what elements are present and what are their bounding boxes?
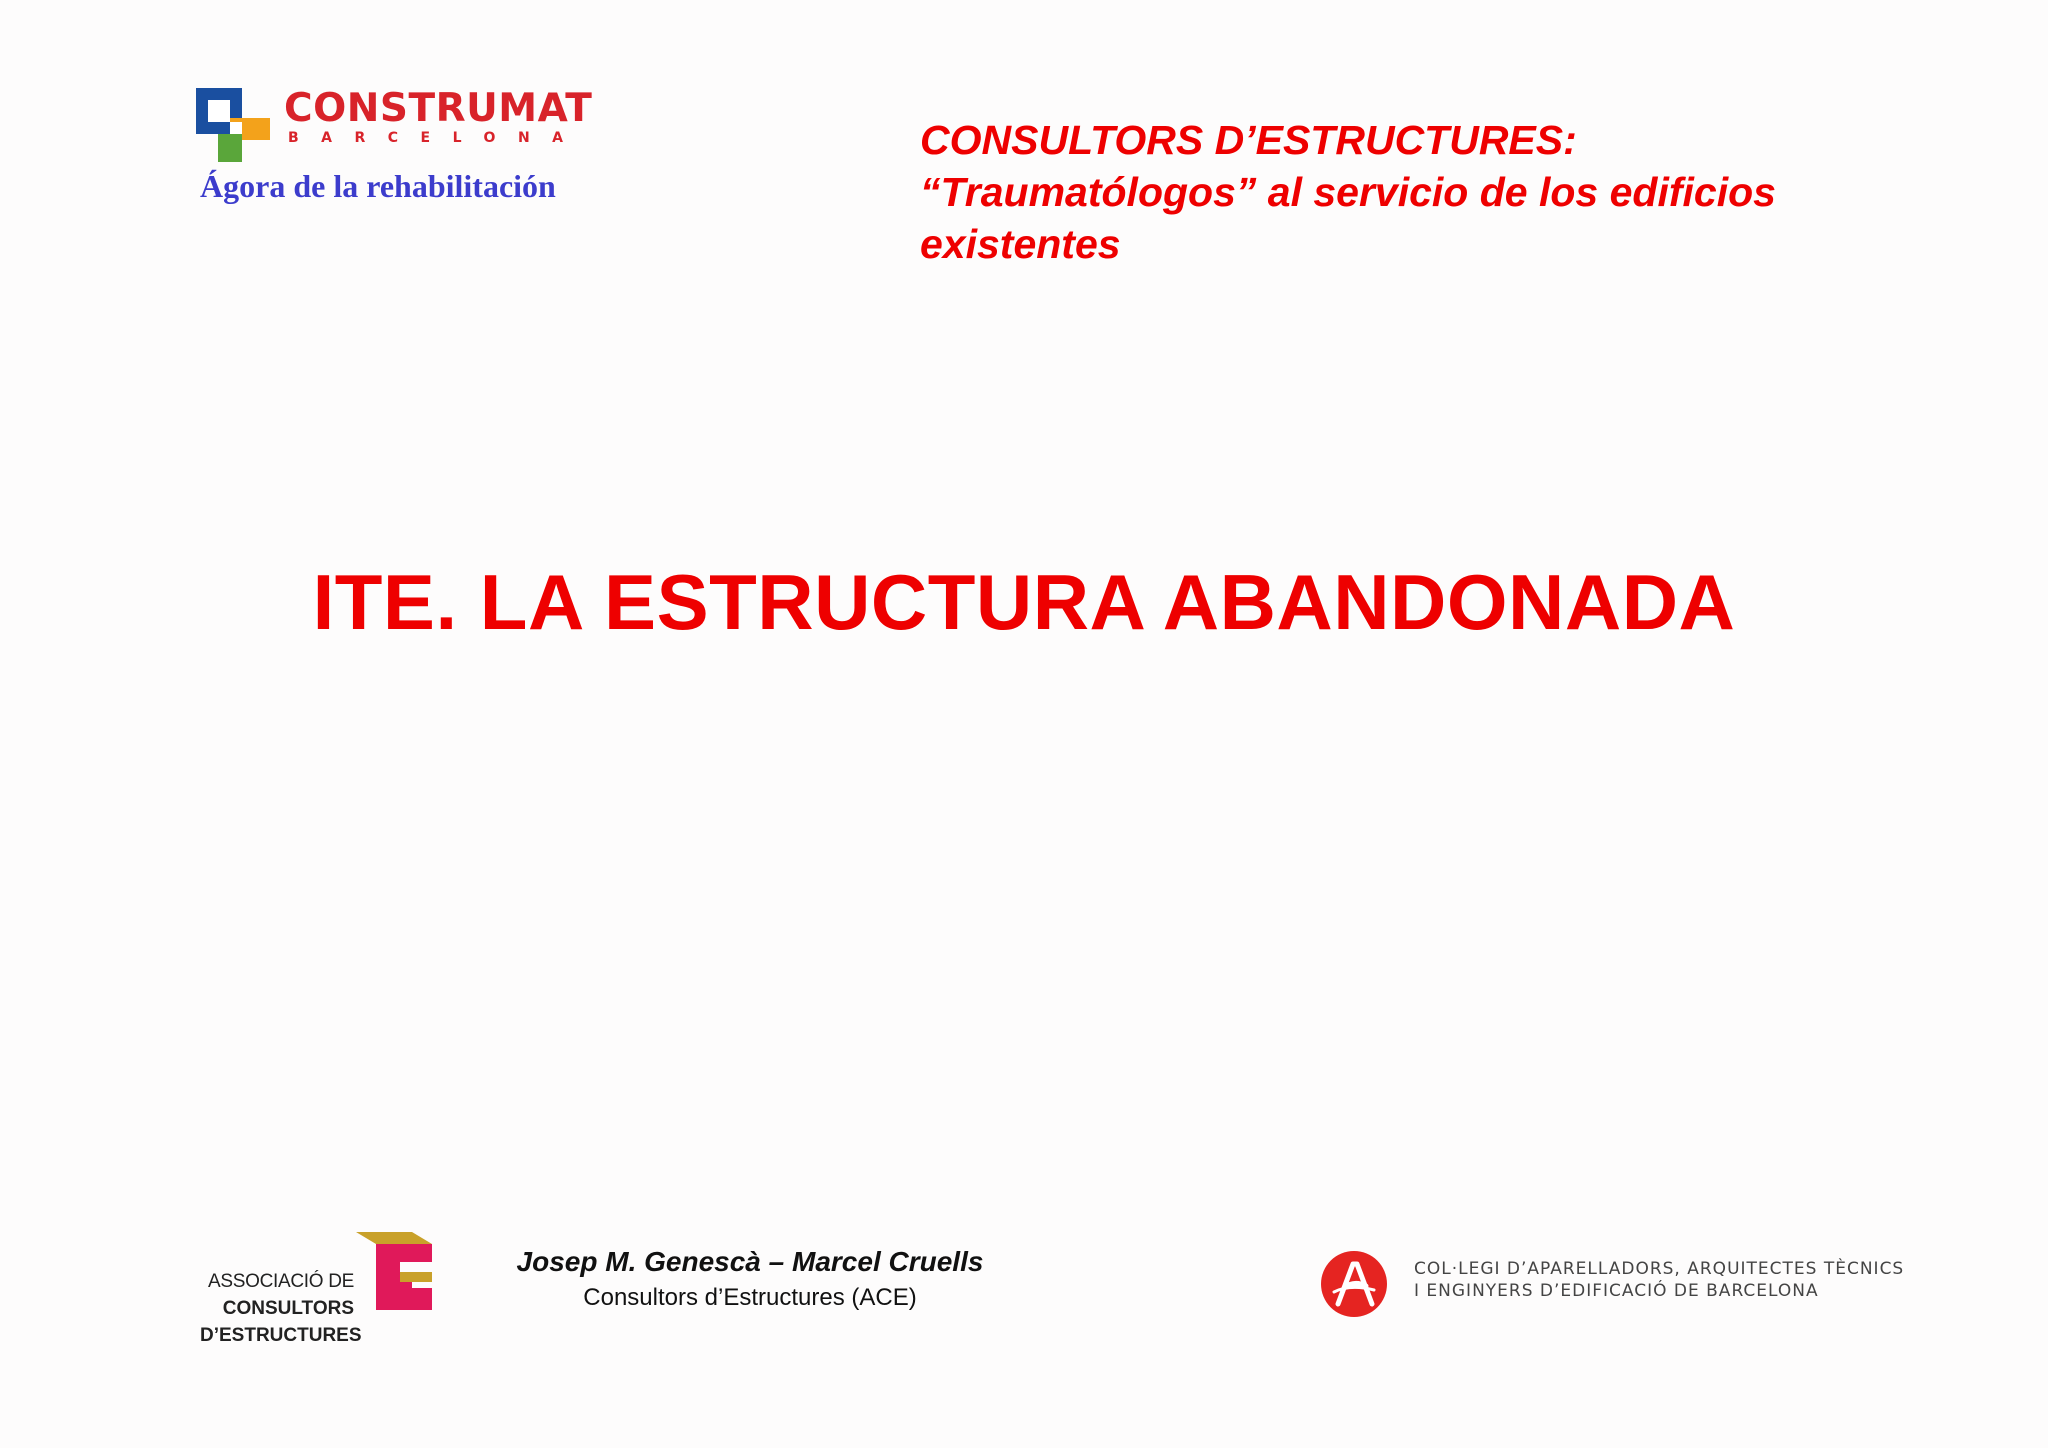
ace-logo-line-2: CONSULTORS (222, 1298, 354, 1319)
ace-logo-text (200, 1268, 362, 1349)
ace-logo-line-3: D’ESTRUCTURES (200, 1325, 362, 1346)
construmat-city: BARCELONA (288, 130, 586, 146)
college-logo-line-1: COL·LEGI D’APARELLADORS, ARQUITECTES TÈCNICS (1414, 1259, 1905, 1279)
construmat-name: CONSTRUMAT (284, 86, 593, 131)
college-logo-text (1414, 1258, 1904, 1302)
authors-block (500, 1244, 1000, 1316)
ace-logo-line-1: ASSOCIACIÓ DE (207, 1271, 354, 1292)
header-title-line-3: existentes (920, 221, 1121, 267)
author-names: Josep M. Genescà – Marcel Cruells (516, 1246, 984, 1277)
red-circle-a-icon (1320, 1250, 1388, 1318)
ace-e-logo-icon (354, 1232, 436, 1314)
header-title-line-1: CONSULTORS D’ESTRUCTURES: (920, 117, 1577, 163)
header-title (920, 114, 1980, 270)
main-title: ITE. LA ESTRUCTURA ABANDONADA (312, 558, 1736, 646)
header-title-line-2: “Traumatólogos” al servicio de los edificios (920, 169, 1776, 215)
author-organization: Consultors d’Estructures (ACE) (583, 1284, 917, 1311)
construmat-squares-icon (196, 88, 270, 162)
college-logo-line-2: I ENGINYERS D’EDIFICACIÓ DE BARCELONA (1414, 1281, 1819, 1301)
agora-subtitle: Ágora de la rehabilitación (200, 168, 556, 204)
